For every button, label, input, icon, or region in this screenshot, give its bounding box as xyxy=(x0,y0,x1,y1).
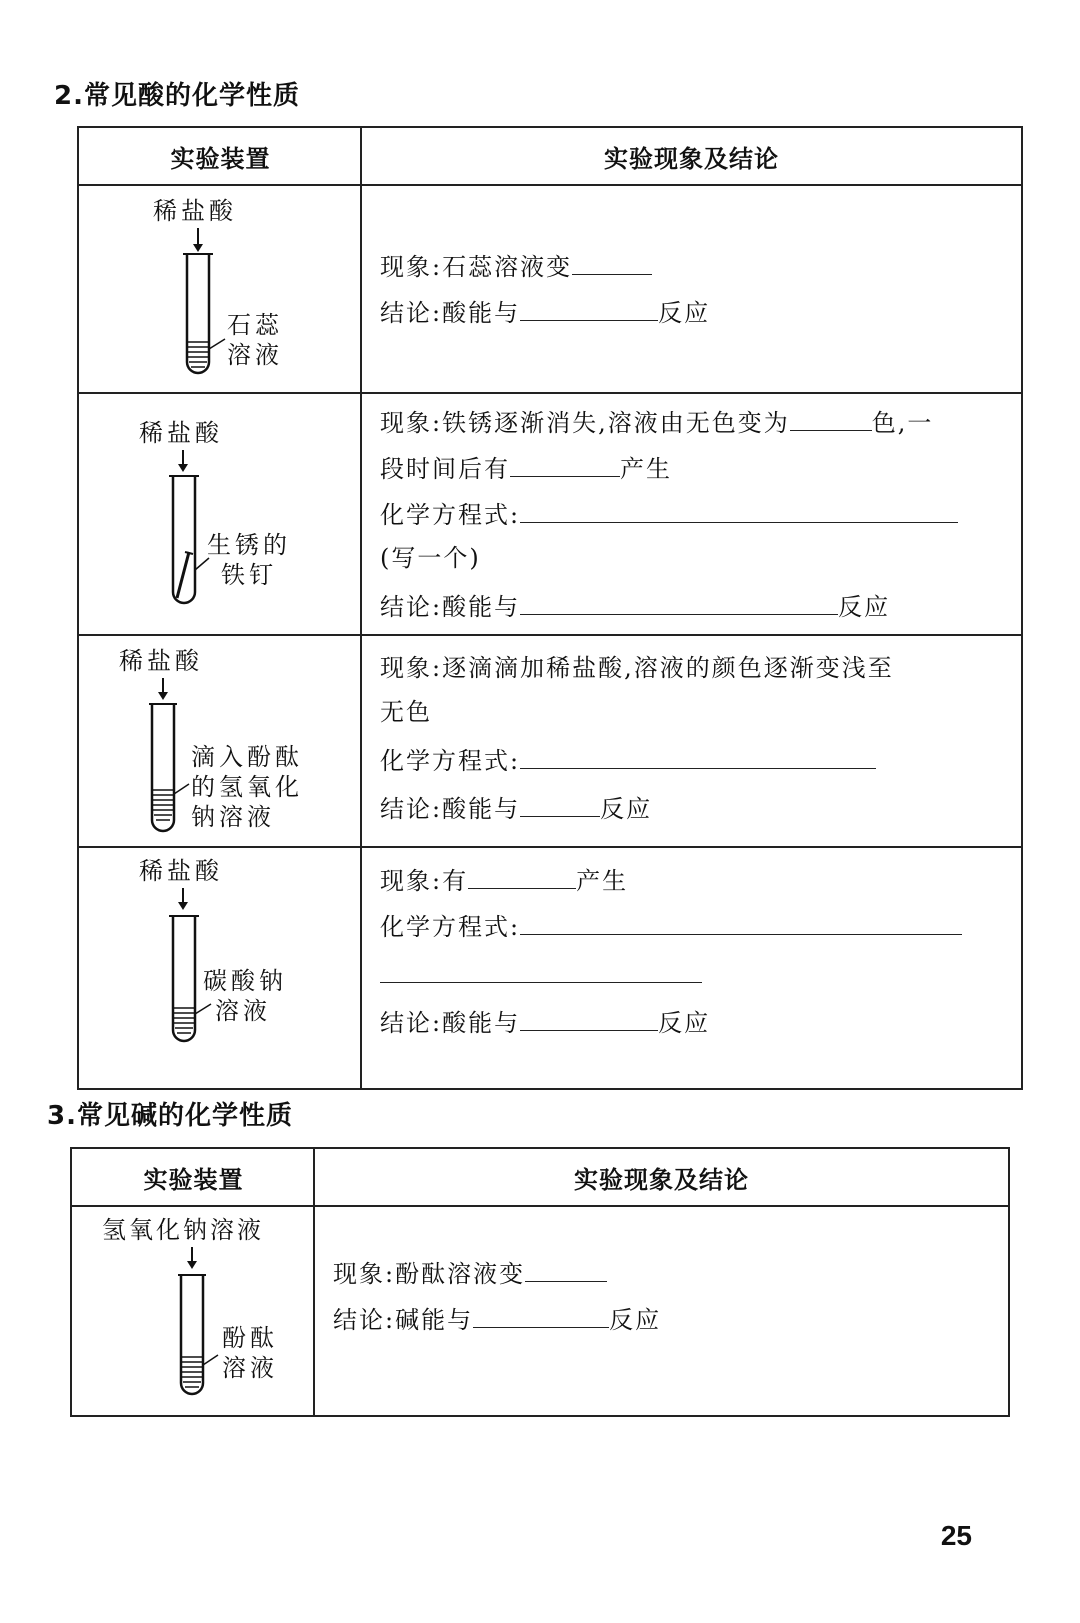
result-carbonate xyxy=(362,846,1021,1088)
contents-label-line-1: 滴入酚酞 xyxy=(191,743,303,771)
contents-label-line-1: 石蕊 xyxy=(227,311,283,339)
contents-label-line-1: 生锈的 xyxy=(207,531,291,559)
answer-blank-color[interactable] xyxy=(572,248,652,275)
conclusion-text: 酸能与 xyxy=(442,593,521,621)
conclusion-label: 结论: xyxy=(380,299,443,327)
device-carbonate xyxy=(79,846,360,1088)
phenomenon-label: 现象: xyxy=(380,654,443,682)
phenomenon-label: 现象: xyxy=(380,867,443,895)
header-device: 实验装置 xyxy=(170,144,271,173)
conclusion-suffix: 反应 xyxy=(838,593,891,621)
answer-blank-product[interactable] xyxy=(510,450,620,477)
contents-label-line-2: 溶液 xyxy=(227,341,283,369)
contents-label-line-2: 溶液 xyxy=(215,997,271,1025)
answer-blank-equation[interactable] xyxy=(520,742,876,769)
answer-blank-product[interactable] xyxy=(468,862,576,889)
test-tube-litmus-icon xyxy=(79,184,360,392)
phenomenon-text-a: 铁锈逐渐消失,溶液由无色变为 xyxy=(442,409,790,437)
conclusion-text: 酸能与 xyxy=(442,299,521,327)
answer-blank-conclusion[interactable] xyxy=(520,1004,658,1031)
conclusion-label: 结论: xyxy=(380,1009,443,1037)
phenomenon-text-b: 无色 xyxy=(380,698,432,726)
contents-label-line-3: 钠溶液 xyxy=(191,803,275,831)
phenomenon-text-d: 产生 xyxy=(620,455,672,483)
device-phenolphthalein xyxy=(72,1205,313,1415)
table-row-rusty-nail xyxy=(79,392,1021,636)
device-litmus xyxy=(79,184,360,392)
equation-label: 化学方程式: xyxy=(380,913,521,941)
contents-label-line-2: 的氢氧化 xyxy=(191,773,303,801)
phenomenon-label: 现象: xyxy=(380,253,443,281)
test-tube-phenolphthalein-icon xyxy=(72,1205,313,1415)
table-header xyxy=(79,128,1021,186)
equation-label: 化学方程式: xyxy=(380,501,521,529)
equation-note: (写一个) xyxy=(380,544,481,572)
device-rusty-nail xyxy=(79,392,360,634)
reagent-label: 稀盐酸 xyxy=(153,197,237,225)
phenomenon-text: 有 xyxy=(442,867,469,895)
result-phenolphthalein xyxy=(315,1205,1008,1415)
table-row-phenolphthalein xyxy=(72,1205,1008,1415)
conclusion-suffix: 反应 xyxy=(658,1009,711,1037)
phenomenon-text: 石蕊溶液变 xyxy=(442,253,573,281)
conclusion-label: 结论: xyxy=(333,1306,396,1334)
conclusion-label: 结论: xyxy=(380,593,443,621)
contents-label-line-2: 溶液 xyxy=(222,1354,278,1382)
reagent-label: 稀盐酸 xyxy=(139,857,223,885)
result-rusty-nail xyxy=(362,392,1021,634)
reagent-label: 稀盐酸 xyxy=(119,647,203,675)
table-header xyxy=(72,1149,1008,1207)
phenomenon-suffix: 产生 xyxy=(576,867,629,895)
answer-blank-conclusion[interactable] xyxy=(520,790,600,817)
phenomenon-text: 酚酞溶液变 xyxy=(395,1260,526,1288)
phenomenon-label: 现象: xyxy=(333,1260,396,1288)
test-tube-nail-icon xyxy=(79,392,360,634)
contents-label-line-1: 碳酸钠 xyxy=(203,967,287,995)
table-row-litmus xyxy=(79,184,1021,394)
contents-label-line-1: 酚酞 xyxy=(222,1324,278,1352)
answer-blank-equation[interactable] xyxy=(520,496,958,523)
reagent-label: 稀盐酸 xyxy=(139,419,223,447)
equation-label: 化学方程式: xyxy=(380,747,521,775)
phenomenon-text-a: 逐滴滴加稀盐酸,溶液的颜色逐渐变浅至 xyxy=(442,654,894,682)
base-properties-table xyxy=(70,1147,1010,1417)
answer-blank-conclusion[interactable] xyxy=(473,1301,609,1328)
header-result: 实验现象及结论 xyxy=(574,1165,749,1194)
conclusion-suffix: 反应 xyxy=(658,299,711,327)
header-result: 实验现象及结论 xyxy=(604,144,779,173)
result-litmus xyxy=(362,184,1021,392)
conclusion-text: 酸能与 xyxy=(442,1009,521,1037)
conclusion-suffix: 反应 xyxy=(609,1306,662,1334)
page-number: 25 xyxy=(940,1520,972,1551)
section-2-title: 2.常见酸的化学性质 xyxy=(54,81,300,111)
answer-blank-color[interactable] xyxy=(790,404,872,431)
answer-blank-equation[interactable] xyxy=(520,908,962,935)
conclusion-text: 酸能与 xyxy=(442,795,521,823)
table-row-carbonate xyxy=(79,846,1021,1088)
contents-label-line-2: 铁钉 xyxy=(221,561,277,589)
section-3-title: 3.常见碱的化学性质 xyxy=(47,1101,293,1131)
table-row-neutralization xyxy=(79,634,1021,848)
answer-blank-conclusion[interactable] xyxy=(520,588,838,615)
conclusion-label: 结论: xyxy=(380,795,443,823)
phenomenon-label: 现象: xyxy=(380,409,443,437)
answer-blank-color[interactable] xyxy=(525,1255,607,1282)
answer-blank-equation-line-2[interactable] xyxy=(380,956,702,983)
result-neutralization xyxy=(362,634,1021,846)
answer-blank-conclusion[interactable] xyxy=(520,294,658,321)
header-device: 实验装置 xyxy=(143,1165,244,1194)
conclusion-text: 碱能与 xyxy=(395,1306,474,1334)
acid-properties-table xyxy=(77,126,1023,1090)
phenomenon-text-c: 段时间后有 xyxy=(380,455,510,483)
reagent-label: 氢氧化钠溶液 xyxy=(102,1216,264,1244)
conclusion-suffix: 反应 xyxy=(600,795,653,823)
device-neutralization xyxy=(79,634,360,846)
phenomenon-text-b: 色,一 xyxy=(871,409,934,437)
